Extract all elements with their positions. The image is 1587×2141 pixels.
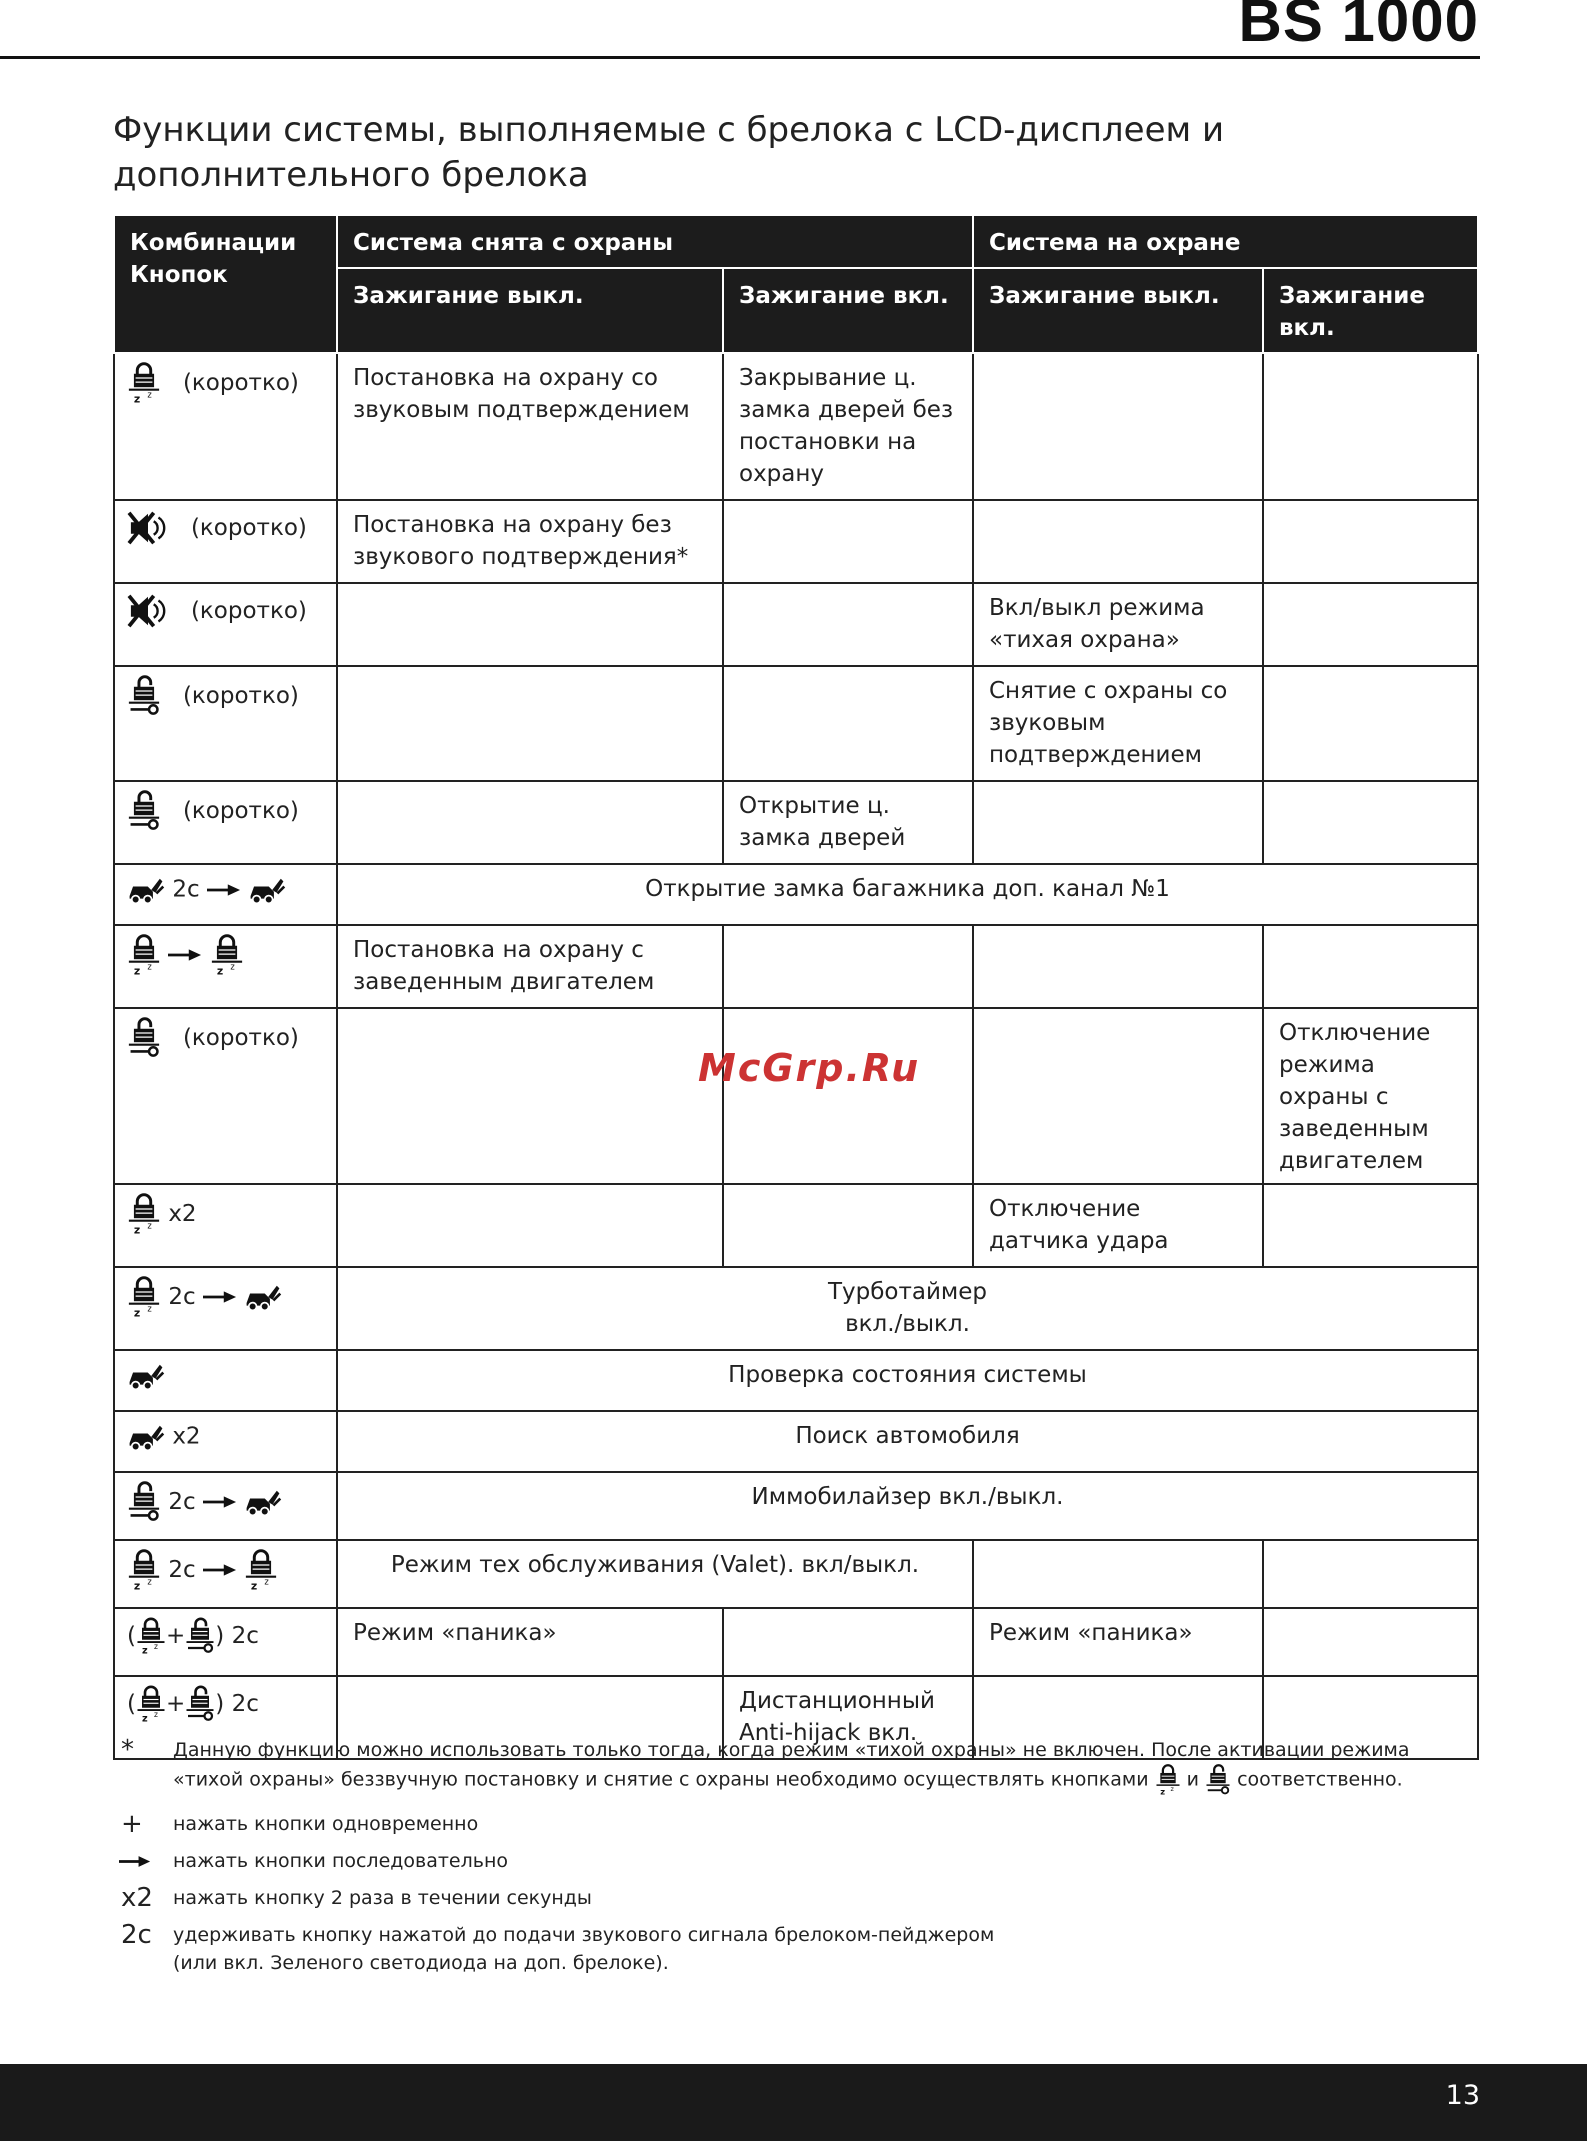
page-number: 13 [1445,2080,1480,2111]
lock-button-icon [127,1276,161,1318]
button-combo [114,1267,337,1350]
combo-label: x2 [168,1201,197,1227]
combo-label: 2с [168,1557,196,1583]
lock-button-icon [127,1193,161,1235]
arrow-icon [207,883,241,897]
arrow-icon [119,1855,151,1868]
cell-disarmed-ign-on [723,1008,973,1184]
cell-disarmed-ign-on [723,925,973,1008]
trunk-button-icon [248,874,286,906]
button-combo [114,583,337,666]
footnotes [113,1736,1443,1986]
cell-armed-ign-on [1263,666,1478,781]
button-combo [114,925,337,1008]
lock-button-icon [127,1549,161,1591]
cell-disarmed-ign-off [337,1184,723,1267]
cell-armed-ign-off: Снятие с охраны со звуковым подтверждением [973,666,1263,781]
cell-disarmed-ign-off: Режим «паника» [337,1608,723,1676]
cell-disarmed-ign-on: Закрывание ц. замка дверей без постановки на охрану [723,353,973,500]
note-plus [113,1810,1443,1838]
button-combo [114,500,337,583]
note-symbol: * [121,1735,134,1765]
trunk-button-icon [127,874,165,906]
cell-armed-ign-off [973,1540,1263,1608]
page-title: Функции системы, выполняемые с брелока с LCD-дисплеем и дополнительного брелока [113,110,1225,195]
combo-label: 2с [168,1284,196,1310]
cell-all-modes: Открытие замка багажника доп. канал №1 [337,864,1478,925]
table-row [114,353,1478,500]
note-asterisk [113,1736,1443,1796]
brand-logo: BS 1000 [1238,0,1479,54]
note-symbol: + [121,1809,143,1839]
button-combo: ( + ) 2с [114,1676,337,1759]
lock-button-icon [136,1617,166,1655]
button-combo [114,353,337,500]
header-armed: Система на охране [973,215,1478,268]
mute-button-icon [127,509,169,547]
cell-armed-ign-on [1263,353,1478,500]
cell-disarmed-ign-off: Постановка на охрану с заведенным двигателем [337,925,723,1008]
combo-label: 2с [231,1623,259,1649]
unlock-button-icon [127,675,161,717]
cell-disarmed-ign-on [723,583,973,666]
cell-disarmed-ign-on [723,1184,973,1267]
arrow-icon [203,1563,237,1577]
cell-all-modes: Проверка состояния системы [337,1350,1478,1411]
lock-button-icon [210,934,244,976]
cell-armed-ign-on [1263,925,1478,1008]
cell-all-modes: Поиск автомобиля [337,1411,1478,1472]
header-combo: Комбинации Кнопок [114,215,337,353]
note-text-end: соответственно. [1237,1768,1403,1791]
unlock-button-icon [1205,1764,1231,1796]
cell-armed-ign-off: Вкл/выкл режима «тихая охрана» [973,583,1263,666]
cell-armed-ign-off [973,353,1263,500]
page-footer [0,2064,1587,2141]
note-text: нажать кнопки последовательно [173,1850,509,1872]
table-row [114,1350,1478,1411]
note-symbol: 2с [121,1920,152,1950]
combo-label: (коротко) [190,515,307,541]
trunk-button-icon [244,1486,282,1518]
cell-disarmed-ign-on [723,1608,973,1676]
note-text: нажать кнопку 2 раза в течении секунды [173,1887,592,1909]
cell-disarmed-ign-off [337,666,723,781]
unlock-button-icon [127,1481,161,1523]
cell-armed-ign-off: Отключение датчика удара [973,1184,1263,1267]
cell-disarmed-ign-off [337,1008,723,1184]
unlock-button-icon [127,1017,161,1059]
button-combo [114,864,337,925]
table-row [114,500,1478,583]
cell-armed-ign-off [973,500,1263,583]
table-row [114,666,1478,781]
cell-disarmed-ign-on: Дистанционный Anti-hijack вкл. [723,1676,973,1759]
cell-armed-ign-on [1263,1608,1478,1676]
trunk-button-icon [127,1360,165,1392]
table-row [114,1472,1478,1540]
cell-all-modes [337,1267,1478,1350]
cell-disarmed-ign-off [337,583,723,666]
table-row [114,1608,1478,1676]
button-combo [114,1411,337,1472]
note-text: Данную функцию можно использовать только тогда, когда режим «тихой охраны» не включен. После активации режима «тихой охраны» беззвучную постановку и снятие с охраны необходимо осуществлять кнопками [173,1739,1410,1791]
button-combo [114,1184,337,1267]
cell-disarmed-ign-off: Постановка на охрану без звукового подтверждения* [337,500,723,583]
button-combo [114,666,337,781]
cell-disarmed-ign-off: Постановка на охрану со звуковым подтверждением [337,353,723,500]
button-combo [114,1008,337,1184]
note-symbol: x2 [121,1883,153,1913]
table-row [114,583,1478,666]
lock-button-icon [127,362,161,404]
turbotimer-label: Турботаймер вкл./выкл. [827,1279,988,1337]
trunk-button-icon [127,1421,165,1453]
cell-armed-ign-on: Отключение режима охраны с заведенным двигателем [1263,1008,1478,1184]
arrow-icon [203,1495,237,1509]
header-rule [0,56,1480,59]
button-combo [114,1540,337,1608]
table-row [114,864,1478,925]
trunk-button-icon [244,1281,282,1313]
table-row [114,1540,1478,1608]
note-text: нажать кнопки одновременно [173,1813,479,1835]
cell-disarmed-ign-off [337,781,723,864]
cell-armed-ign-on [1263,1540,1478,1608]
combo-label: x2 [172,1423,201,1450]
combo-label: 2с [231,1691,259,1717]
cell-disarmed-ign-on [723,666,973,781]
note-arrow [113,1847,1443,1875]
button-combo [114,781,337,864]
combo-label: (коротко) [190,598,307,624]
note-x2 [113,1884,1443,1912]
table-row [114,781,1478,864]
table-row [114,1008,1478,1184]
arrow-icon [203,1290,237,1304]
lock-button-icon [127,934,161,976]
combo-label: 2с [168,1489,196,1515]
table-row [114,925,1478,1008]
header-row-1 [114,215,1478,268]
table-row [114,1411,1478,1472]
note-text: удерживать кнопку нажатой до подачи звукового сигнала брелоком-пейджером (или вкл. Зеленого светодиода на доп. брелоке). [173,1924,995,1974]
unlock-button-icon [185,1685,215,1723]
cell-disarmed-ign-on: Открытие ц. замка дверей [723,781,973,864]
cell-armed-ign-on [1263,500,1478,583]
cell-armed-ign-off: Режим «паника» [973,1608,1263,1676]
functions-table [113,214,1479,1760]
header-ign-off: Зажигание выкл. [337,268,723,353]
button-combo [114,1472,337,1540]
watermark: McGrp.Ru [698,1046,921,1090]
note-2s [113,1921,1443,1977]
combo-label: 2с [172,876,200,903]
lock-button-icon [136,1685,166,1723]
cell-all-modes: Иммобилайзер вкл./выкл. [337,1472,1478,1540]
button-combo [114,1350,337,1411]
cell-disarmed-ign-on [723,500,973,583]
header-ign-on-armed: Зажигание вкл. [1263,268,1478,353]
unlock-button-icon [185,1617,215,1655]
cell-armed-ign-off [973,1008,1263,1184]
lock-button-icon [1155,1764,1181,1796]
cell-armed-ign-on [1263,781,1478,864]
lock-button-icon [244,1549,278,1591]
cell-armed-ign-on [1263,583,1478,666]
combo-label: (коротко) [182,798,299,824]
combo-label: (коротко) [182,683,299,709]
table-row [114,1267,1478,1350]
combo-label: (коротко) [182,370,299,396]
combo-label: (коротко) [182,1025,299,1051]
header-ign-on: Зажигание вкл. [723,268,973,353]
unlock-button-icon [127,790,161,832]
cell-armed-ign-off [973,781,1263,864]
cell-armed-ign-on [1263,1184,1478,1267]
table-row [114,1184,1478,1267]
arrow-icon [168,948,202,962]
mute-button-icon [127,592,169,630]
header-ign-off-armed: Зажигание выкл. [973,268,1263,353]
note-text-and: и [1186,1768,1199,1791]
header-disarmed: Система снята с охраны [337,215,973,268]
cell-disarmed-all: Режим тех обслуживания (Valet). вкл/выкл. [337,1540,973,1608]
cell-armed-ign-off [973,925,1263,1008]
button-combo: ( + ) 2с [114,1608,337,1676]
